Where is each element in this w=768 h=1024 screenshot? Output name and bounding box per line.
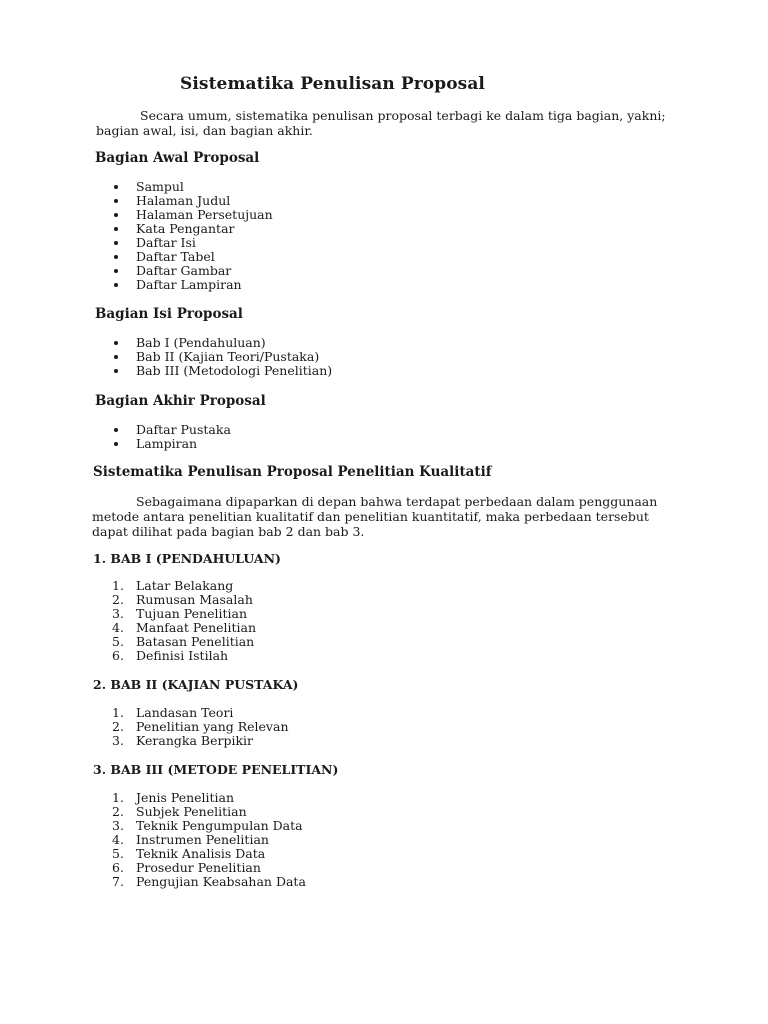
list-item-text: Penelitian yang Relevan (136, 719, 289, 734)
list-item (112, 847, 306, 861)
list-number: 4. (112, 832, 124, 847)
list-item (112, 621, 256, 635)
list-item-text: Daftar Isi (136, 235, 196, 250)
list-item-text: Definisi Istilah (136, 648, 229, 663)
list-number: 1. (112, 705, 124, 720)
list-item-text: Tujuan Penelitian (136, 606, 248, 621)
bullet-icon (114, 255, 118, 259)
kualitatif-text: Sebagaimana dipaparkan di depan bahwa terdapat perbedaan dalam penggunaan metode antara penelitian kualitatif dan penelitian kuantitatif, maka perbedaan tersebut dapat dilihat pada bagian bab 2 dan bab 3. (92, 494, 658, 539)
list-item (112, 579, 256, 593)
list-item (112, 805, 306, 819)
kualitatif-paragraph (92, 494, 682, 539)
list-item-text: Halaman Judul (136, 193, 231, 208)
list-number: 3. (112, 606, 124, 621)
list-item-text: Prosedur Penelitian (136, 860, 261, 875)
list-number: 1. (112, 578, 124, 593)
list-item (112, 734, 289, 748)
bullet-icon (114, 241, 118, 245)
list-item-text: Bab II (Kajian Teori/Pustaka) (136, 349, 320, 364)
bullet-icon (114, 355, 118, 359)
list-item-text: Daftar Lampiran (136, 277, 242, 292)
list-item (112, 649, 256, 663)
list-number: 5. (112, 634, 124, 649)
list-item-text: Manfaat Penelitian (136, 620, 257, 635)
list-item (112, 222, 273, 236)
list-number: 2. (112, 719, 124, 734)
list-number: 5. (112, 846, 124, 861)
list-number: 3. (112, 733, 124, 748)
bab3-heading: 3. BAB III (METODE PENELITIAN) (93, 762, 339, 777)
list-item (112, 208, 273, 222)
list-item (112, 875, 306, 889)
list-bab3 (112, 791, 306, 889)
list-item (112, 264, 273, 278)
bullet-icon (114, 442, 118, 446)
list-number: 4. (112, 620, 124, 635)
list-item (112, 250, 273, 264)
list-item-text: Instrumen Penelitian (136, 832, 269, 847)
list-item-text: Daftar Pustaka (136, 422, 231, 437)
list-item-text: Daftar Tabel (136, 249, 215, 264)
document-title: Sistematika Penulisan Proposal (180, 74, 485, 94)
list-number: 3. (112, 818, 124, 833)
list-bab1 (112, 579, 256, 663)
list-item (112, 180, 273, 194)
list-item (112, 350, 332, 364)
list-item (112, 278, 273, 292)
bab2-heading: 2. BAB II (KAJIAN PUSTAKA) (93, 677, 299, 692)
section-heading-awal: Bagian Awal Proposal (95, 150, 260, 166)
section-heading-isi: Bagian Isi Proposal (95, 306, 243, 322)
list-item (112, 833, 306, 847)
list-item-text: Kata Pengantar (136, 221, 235, 236)
list-akhir (112, 423, 231, 451)
list-item (112, 607, 256, 621)
bab1-heading: 1. BAB I (PENDAHULUAN) (93, 551, 281, 566)
bullet-icon (114, 227, 118, 231)
list-item (112, 706, 289, 720)
list-item-text: Landasan Teori (136, 705, 234, 720)
list-number: 6. (112, 648, 124, 663)
list-isi (112, 336, 332, 378)
list-item (112, 236, 273, 250)
bullet-icon (114, 428, 118, 432)
section-heading-kualitatif: Sistematika Penulisan Proposal Penelitian Kualitatif (93, 464, 492, 480)
list-item-text: Latar Belakang (136, 578, 234, 593)
list-item-text: Teknik Pengumpulan Data (136, 818, 303, 833)
list-bab2 (112, 706, 289, 748)
bullet-icon (114, 369, 118, 373)
list-item (112, 720, 289, 734)
list-item (112, 437, 231, 451)
list-item-text: Bab III (Metodologi Penelitian) (136, 363, 333, 378)
list-item (112, 336, 332, 350)
bullet-icon (114, 269, 118, 273)
list-item (112, 819, 306, 833)
list-item (112, 194, 273, 208)
list-item-text: Sampul (136, 179, 184, 194)
list-item-text: Subjek Penelitian (136, 804, 247, 819)
bullet-icon (114, 283, 118, 287)
section-heading-akhir: Bagian Akhir Proposal (95, 393, 266, 409)
list-item-text: Jenis Penelitian (136, 790, 235, 805)
list-item-text: Teknik Analisis Data (136, 846, 266, 861)
list-item-text: Bab I (Pendahuluan) (136, 335, 266, 350)
list-item (112, 593, 256, 607)
list-item-text: Pengujian Keabsahan Data (136, 874, 306, 889)
list-item-text: Lampiran (136, 436, 198, 451)
list-awal (112, 180, 273, 292)
list-item-text: Batasan Penelitian (136, 634, 255, 649)
list-item (112, 423, 231, 437)
list-item-text: Halaman Persetujuan (136, 207, 273, 222)
bullet-icon (114, 213, 118, 217)
bullet-icon (114, 199, 118, 203)
list-number: 6. (112, 860, 124, 875)
list-number: 7. (112, 874, 124, 889)
bullet-icon (114, 185, 118, 189)
bullet-icon (114, 341, 118, 345)
list-item (112, 861, 306, 875)
list-item-text: Daftar Gambar (136, 263, 232, 278)
list-item (112, 635, 256, 649)
intro-text: Secara umum, sistematika penulisan proposal terbagi ke dalam tiga bagian, yakni; bagian awal, isi, dan bagian akhir. (96, 108, 666, 138)
list-item (112, 364, 332, 378)
list-number: 1. (112, 790, 124, 805)
list-number: 2. (112, 804, 124, 819)
intro-paragraph (96, 108, 686, 138)
list-number: 2. (112, 592, 124, 607)
list-item-text: Kerangka Berpikir (136, 733, 253, 748)
list-item-text: Rumusan Masalah (136, 592, 253, 607)
list-item (112, 791, 306, 805)
